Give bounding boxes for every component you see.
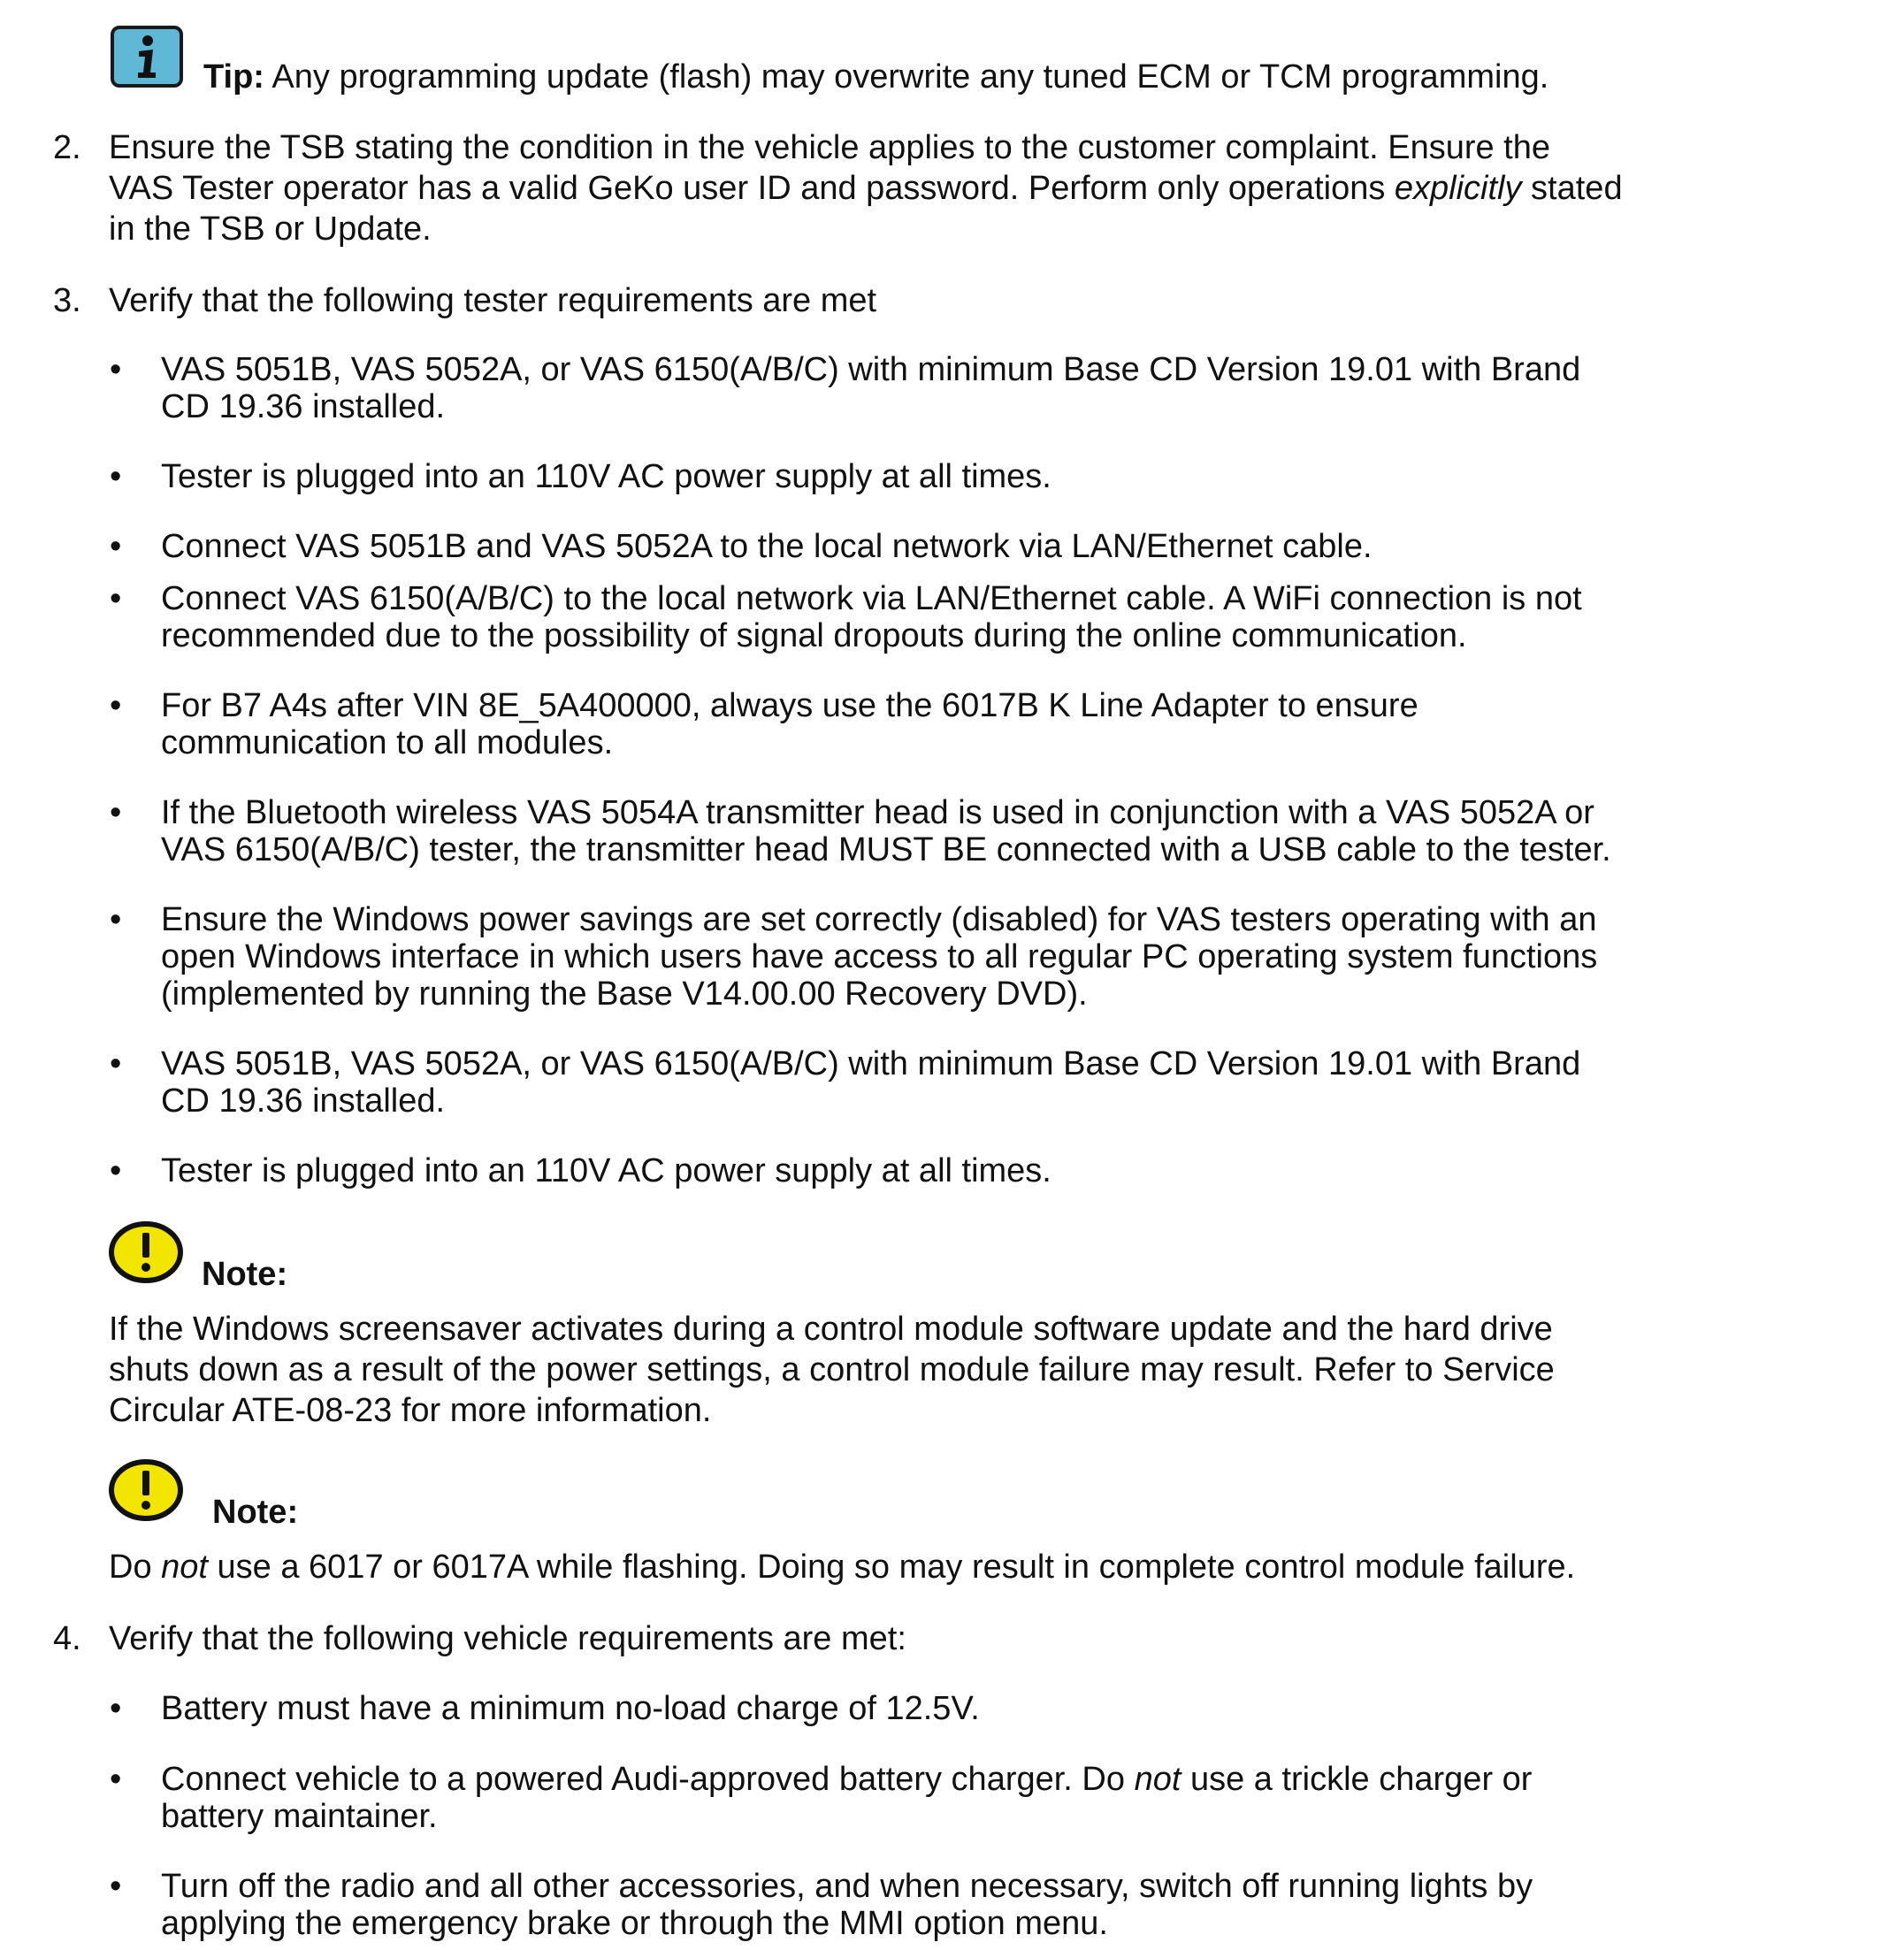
info-icon [110, 25, 184, 88]
tester-requirement-9-line-1: Tester is plugged into an 110V AC power supply at all times. [161, 1152, 1051, 1189]
note-2-text-start: Do [109, 1549, 162, 1586]
step-2-number: 2. [53, 129, 81, 166]
note-1-line-3: Circular ATE-08-23 for more information. [109, 1392, 712, 1429]
step-3-number: 3. [53, 282, 81, 319]
tip-paragraph [203, 58, 1548, 96]
tester-requirement-8-line-2: CD 19.36 installed. [161, 1082, 446, 1120]
vehicle-requirement-2-emphasis: not [1134, 1761, 1181, 1798]
tester-requirement-6-line-2: VAS 6150(A/B/C) tester, the transmitter head MUST BE connected with a USB cable to the tester. [161, 831, 1611, 868]
step-2-line-1: Ensure the TSB stating the condition in the vehicle applies to the customer complaint. Ensure the [109, 129, 1551, 166]
note-2-label: Note: [212, 1494, 299, 1531]
tester-requirement-7-line-1: Ensure the Windows power savings are set correctly (disabled) for VAS testers operating with an [161, 901, 1597, 938]
tester-requirement-1-line-2: CD 19.36 installed. [161, 388, 446, 425]
step-2-emphasis: explicitly [1394, 170, 1522, 207]
step-3-text: Verify that the following tester requirements are met [109, 282, 877, 319]
tester-requirement-7-line-3: (implemented by running the Base V14.00.00 Recovery DVD). [161, 975, 1088, 1013]
tester-requirement-5-line-2: communication to all modules. [161, 724, 614, 761]
note-1-label: Note: [202, 1256, 288, 1293]
warning-icon [108, 1220, 184, 1284]
tester-requirement-1-line-1: VAS 5051B, VAS 5052A, or VAS 6150(A/B/C) with minimum Base CD Version 19.01 with Brand [161, 351, 1581, 388]
vehicle-requirement-3-line-1: Turn off the radio and all other accessories, and when necessary, switch off running lights by [161, 1868, 1533, 1905]
note-2-text-end: use a 6017 or 6017A while flashing. Doing so may result in complete control module failure. [207, 1549, 1576, 1586]
step-2-line-2-text: VAS Tester operator has a valid GeKo user ID and password. Perform only operations [109, 170, 1395, 207]
bullet-mark: • [110, 901, 122, 938]
bullet-mark: • [110, 1045, 122, 1082]
tester-requirement-2-line-1: Tester is plugged into an 110V AC power supply at all times. [161, 458, 1051, 495]
vehicle-requirement-2-end: use a trickle charger or [1181, 1761, 1533, 1798]
bullet-mark: • [110, 458, 122, 495]
bullet-mark: • [110, 580, 122, 617]
vehicle-requirement-2 [161, 1761, 1532, 1799]
step-2-line-2-end: stated [1521, 170, 1623, 207]
vehicle-requirement-1: Battery must have a minimum no-load charge of 12.5V. [161, 1690, 980, 1727]
warning-icon [108, 1458, 184, 1522]
tester-requirement-5-line-1: For B7 A4s after VIN 8E_5A400000, always use the 6017B K Line Adapter to ensure [161, 687, 1418, 724]
note-2-emphasis: not [161, 1549, 208, 1586]
bullet-mark: • [110, 1868, 122, 1905]
bullet-mark: • [110, 351, 122, 388]
note-1-line-1: If the Windows screensaver activates during a control module software update and the hard drive [109, 1311, 1553, 1348]
bullet-mark: • [110, 794, 122, 831]
step-4-text: Verify that the following vehicle requirements are met: [109, 1620, 906, 1657]
vehicle-requirement-2-start: Connect vehicle to a powered Audi-approved battery charger. Do [161, 1761, 1135, 1798]
vehicle-requirement-2-line-2: battery maintainer. [161, 1798, 438, 1835]
bullet-mark: • [110, 1761, 122, 1798]
vehicle-requirement-3-line-2: applying the emergency brake or through the MMI option menu. [161, 1905, 1108, 1942]
bullet-mark: • [110, 1152, 122, 1189]
tester-requirement-8-line-1: VAS 5051B, VAS 5052A, or VAS 6150(A/B/C) with minimum Base CD Version 19.01 with Brand [161, 1045, 1581, 1082]
tester-requirement-4-line-1: Connect VAS 6150(A/B/C) to the local network via LAN/Ethernet cable. A WiFi connection is not [161, 580, 1582, 617]
step-4-number: 4. [53, 1620, 81, 1657]
bullet-mark: • [110, 1690, 122, 1727]
tester-requirement-4-line-2: recommended due to the possibility of signal dropouts during the online communication. [161, 617, 1467, 654]
step-2-line-3: in the TSB or Update. [109, 210, 432, 248]
step-2-line-2 [109, 170, 1623, 208]
tester-requirement-6-line-1: If the Bluetooth wireless VAS 5054A transmitter head is used in conjunction with a VAS 5052A or [161, 794, 1594, 831]
note-1-line-2: shuts down as a result of the power settings, a control module failure may result. Refer to Service [109, 1351, 1555, 1388]
note-2-text [109, 1549, 1575, 1587]
tester-requirement-7-line-2: open Windows interface in which users have access to all regular PC operating system functions [161, 938, 1598, 975]
bullet-mark: • [110, 528, 122, 565]
tip-label: Tip: [203, 58, 264, 96]
bullet-mark: • [110, 687, 122, 724]
tip-text: Any programming update (flash) may overwrite any tuned ECM or TCM programming. [264, 58, 1549, 96]
tester-requirement-3-line-1: Connect VAS 5051B and VAS 5052A to the local network via LAN/Ethernet cable. [161, 528, 1373, 565]
